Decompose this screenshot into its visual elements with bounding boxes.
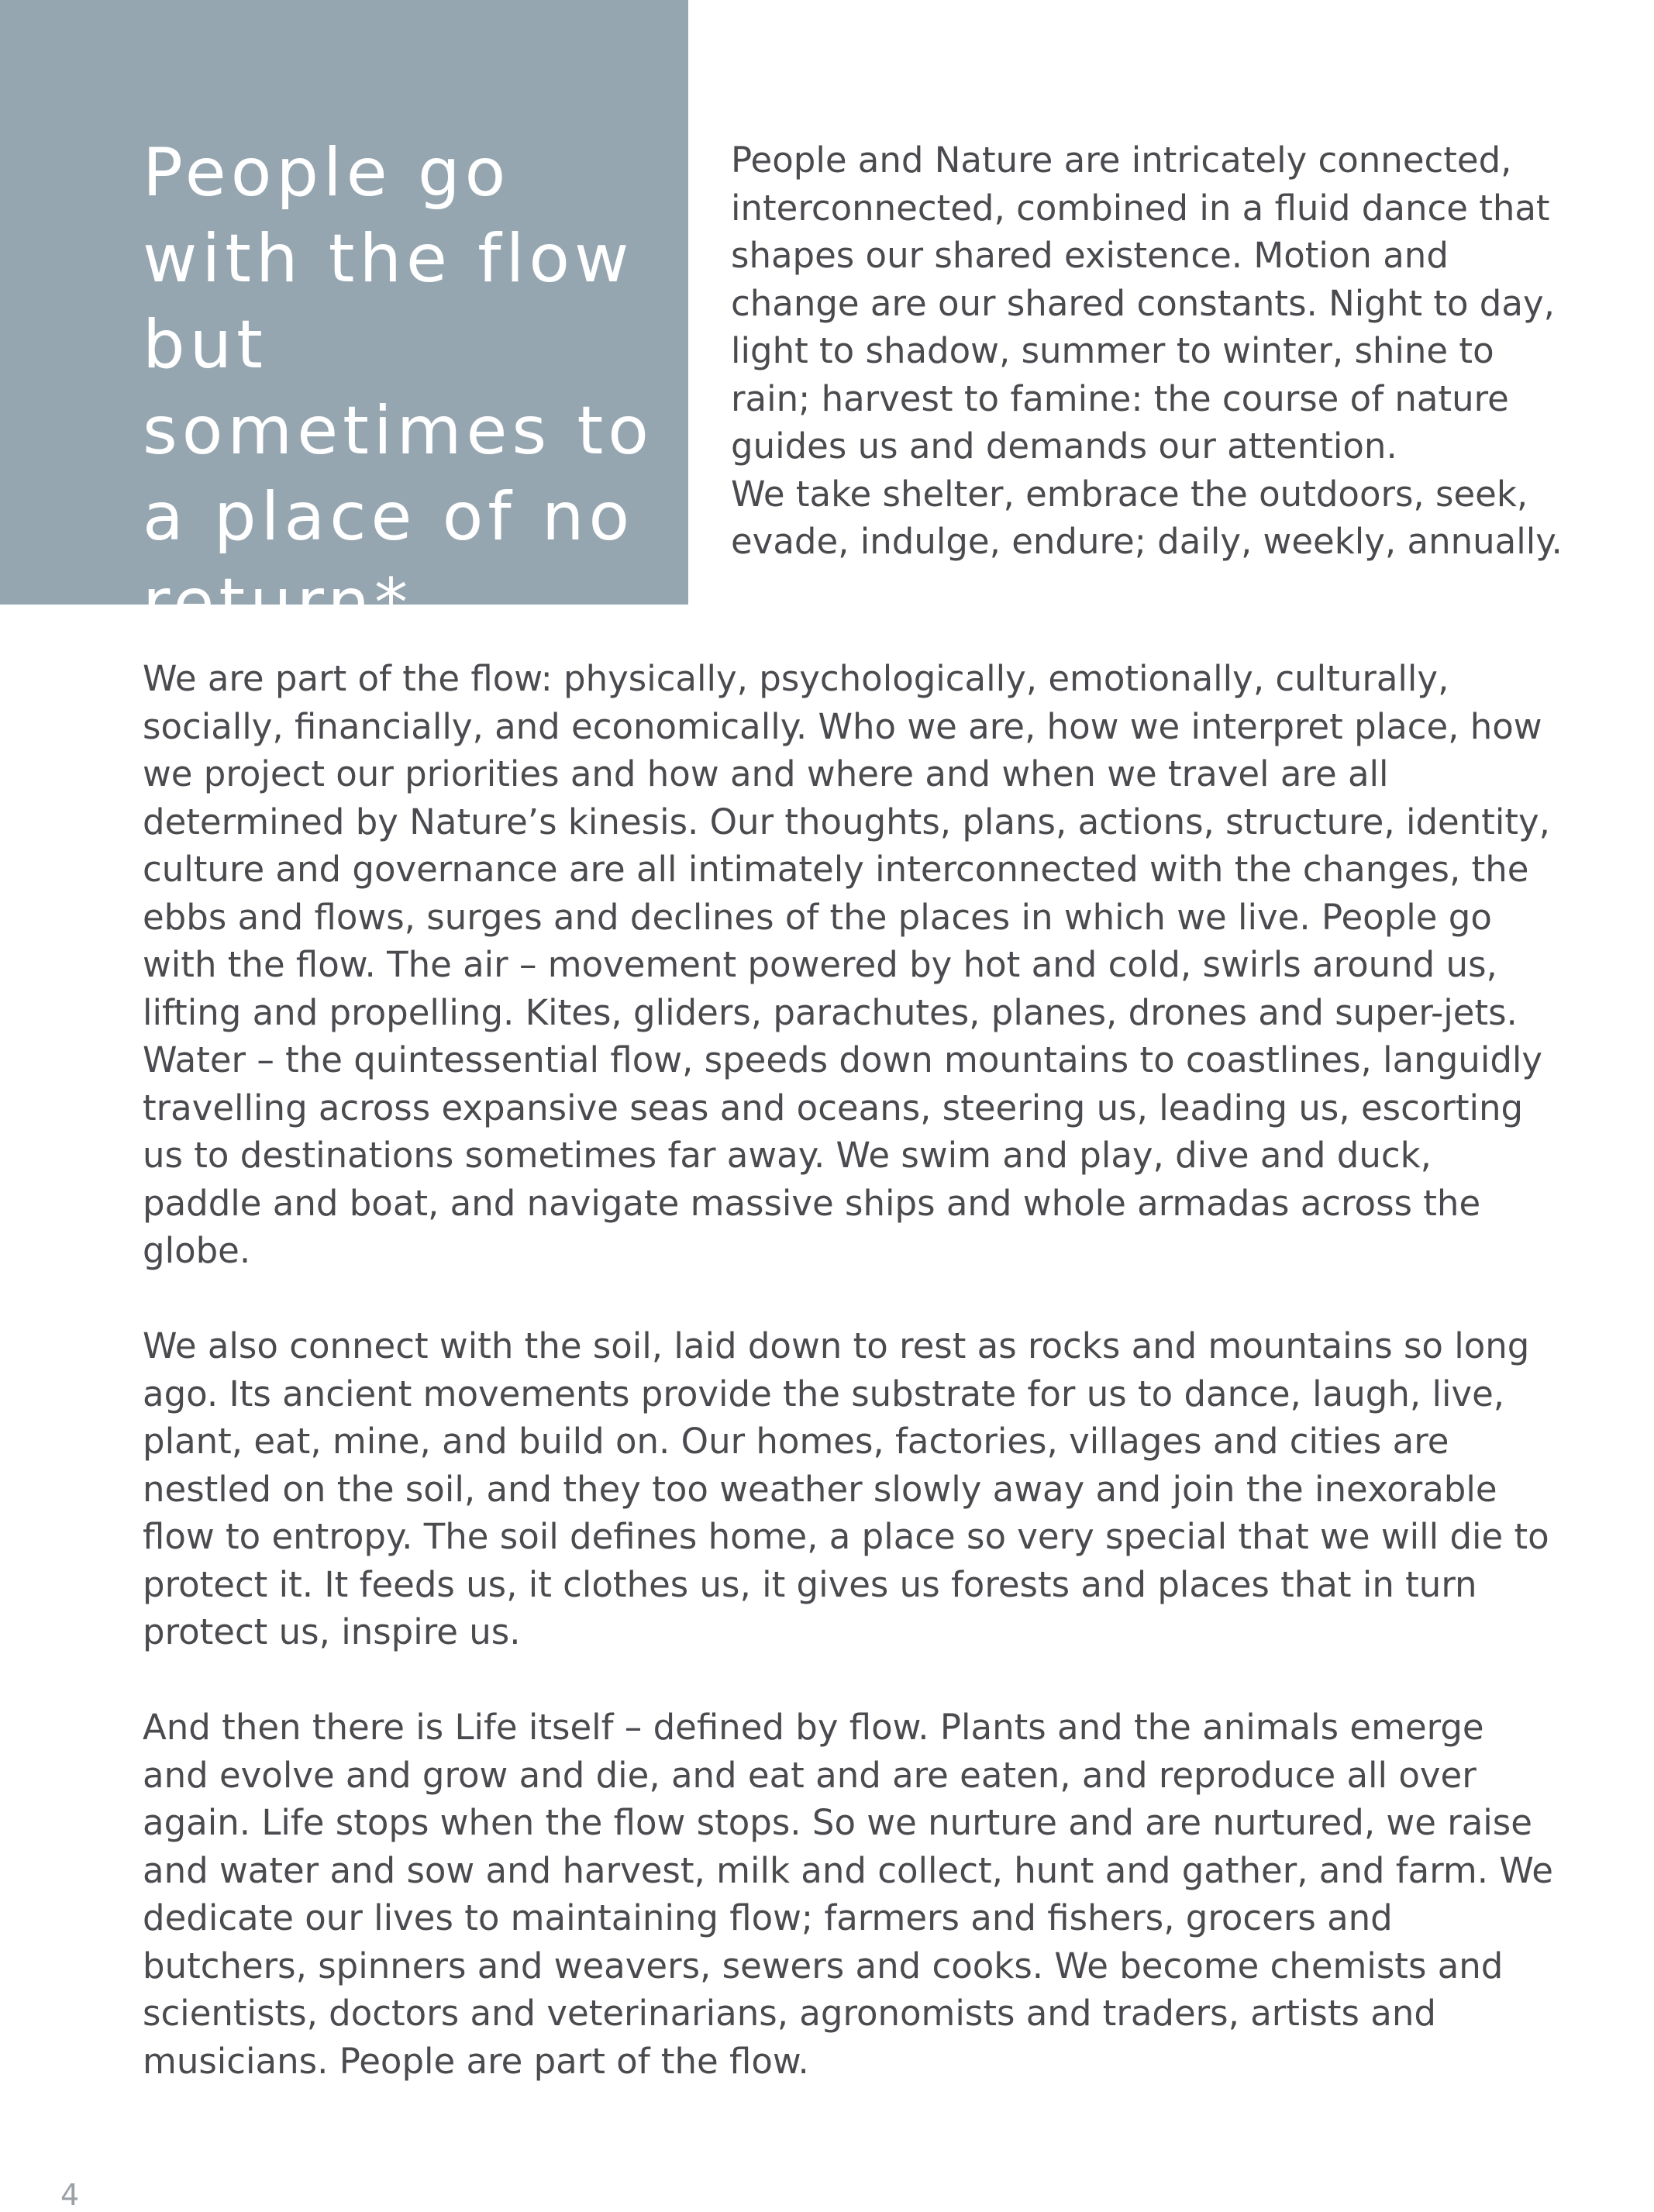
body-paragraph-soil: We also connect with the soil, laid down to rest as rocks and mountains so long ago. Its ancient movements provide the substrate for us to dance, laugh, live, plant, eat, mine, and build on. Our homes, factories, villages and cities are nestled on the soil, and they too weather slowly away and join the inexorable flow to entropy. The soil defines home, a place so very special that we will die to protect it. It feeds us, it clothes us, it gives us forests and places that in turn protect us, inspire us. <box>143 1325 1549 1652</box>
page-number: 4 <box>60 2178 80 2212</box>
body-paragraph-life: And then there is Life itself – defined by flow. Plants and the animals emerge and evolve and grow and die, and eat and are eaten, and reproduce all over again. Life stops when the flow stops. So we nurture and are nurtured, we raise and water and sow and harvest, milk and collect, hunt and gather, and farm. We dedicate our lives to maintaining flow; farmers and fishers, grocers and butchers, spinners and weavers, sewers and cooks. We become chemists and scientists, doctors and veterinarians, agronomists and traders, artists and musicians. People are part of the flow. <box>143 1707 1553 2082</box>
body-paragraph-flow: We are part of the flow: physically, psychologically, emotionally, culturally, socially, financially, and economically. Who we are, how we interpret place, how we project our priorities and how and where and when we travel are all determined by Nature’s kinesis. Our thoughts, plans, actions, structure, identity, culture and governance are all intimately interconnected with the changes, the ebbs and flows, surges and declines of the places in which we live. People go with the flow. The air – movement powered by hot and cold, swirls around us, lifting and propelling. Kites, gliders, parachutes, planes, drones and super-jets. Water – the quintessential flow, speeds down mountains to coastlines, languidly travelling across expansive seas and oceans, steering us, leading us, escorting us to destinations sometimes far away. We swim and play, dive and duck, paddle and boat, and navigate massive ships and whole armadas across the globe. <box>143 658 1550 1271</box>
title-panel <box>0 0 688 642</box>
intro-paragraph: People and Nature are intricately connected, interconnected, combined in a fluid dance that shapes our shared existence. Motion and change are our shared constants. Night to day, light to shadow, summer to winter, shine to rain; harvest to famine: the course of nature guides us and demands our attention. We take shelter, embrace the outdoors, seek, evade, indulge, endure; daily, weekly, annually. <box>731 140 1563 562</box>
body-text <box>143 655 1553 2133</box>
page-title: People go with the flow but sometimes to a place of no return* <box>143 134 653 642</box>
